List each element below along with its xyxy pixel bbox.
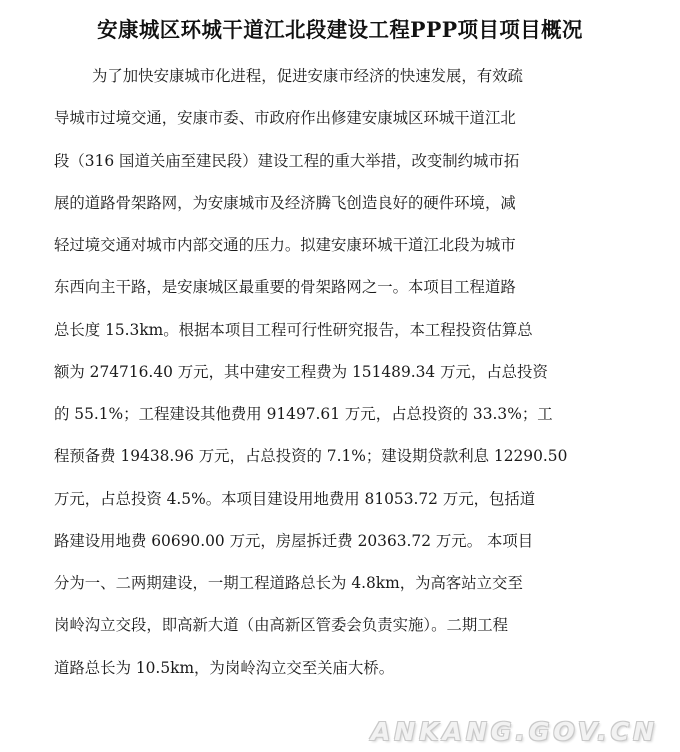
paragraph-line: 路建设用地费 60690.00 万元，房屋拆迁费 20363.72 万元。 本项目	[54, 531, 534, 550]
paragraph-line: 东西向主干路，是安康城区最重要的骨架路网之一。本项目工程道路	[54, 278, 516, 297]
paragraph-line: 轻过境交通对城市内部交通的压力。拟建安康环城干道江北段为城市	[54, 236, 516, 254]
paragraph-line: 为了加快安康城市化进程，促进安康市经济的快速发展，有效疏	[92, 67, 523, 85]
paragraph-line: 程预备费 19438.96 万元，占总投资的 7.1%；建设期贷款利息 12290.50	[54, 447, 568, 466]
paragraph-line: 道路总长为 10.5km，为岗岭沟立交至关庙大桥。	[54, 658, 395, 677]
paragraph-line: 展的道路骨架路网，为安康城市及经济腾飞创造良好的硬件环境，减	[54, 193, 516, 212]
document-body	[54, 55, 630, 689]
paragraph-line: 段（316 国道关庙至建民段）建设工程的重大举措，改变制约城市拓	[54, 151, 520, 170]
site-watermark: ANKANG.GOV.CN	[370, 717, 658, 746]
paragraph-line: 万元，占总投资 4.5%。本项目建设用地费用 81053.72 万元，包括道	[54, 489, 536, 508]
paragraph-line: 的 55.1%；工程建设其他费用 91497.61 万元，占总投资的 33.3%；工	[54, 405, 553, 423]
paragraph-line: 额为 274716.40 万元，其中建安工程费为 151489.34 万元，占总投资	[54, 362, 548, 381]
paragraph-line: 分为一、二两期建设，一期工程道路总长为 4.8km，为高客站立交至	[54, 574, 523, 592]
paragraph-line: 总长度 15.3km。根据本项目工程可行性研究报告，本工程投资估算总	[54, 320, 533, 339]
paragraph-line: 岗岭沟立交段，即高新大道（由高新区管委会负责实施）。二期工程	[54, 616, 509, 635]
document-title: 安康城区环城干道江北段建设工程PPP项目项目概况	[97, 17, 583, 42]
paragraph-line: 导城市过境交通，安康市委、市政府作出修建安康城区环城干道江北	[54, 109, 516, 128]
